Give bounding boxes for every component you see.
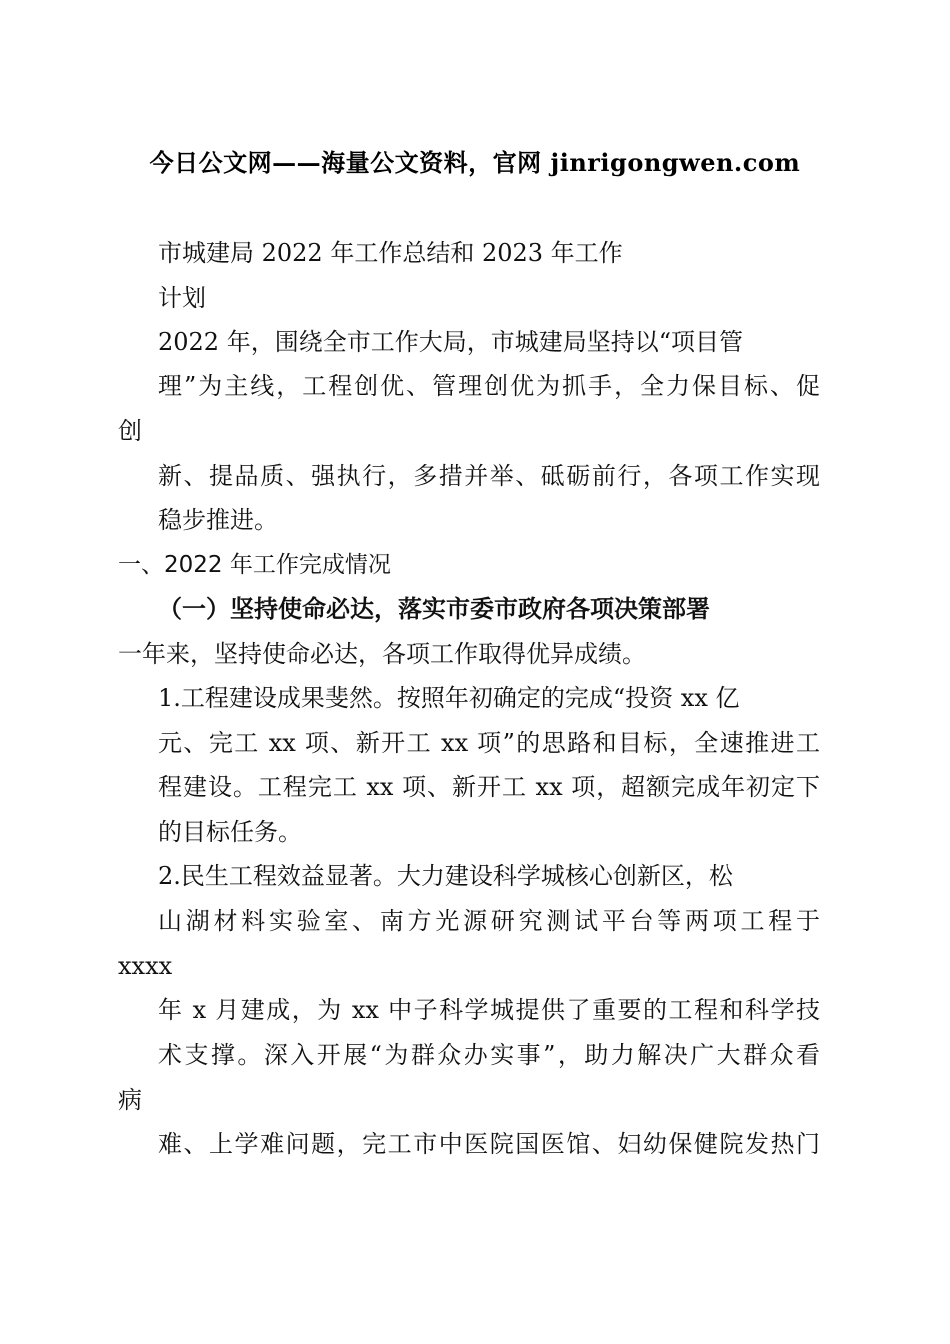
intro-line-4: 新、提品质、强执行，多措并举、砥砺前行，各项工作实现 bbox=[158, 462, 820, 490]
item2-line-5: 术支撑。深入开展“为群众办实事”，助力解决广大群众看 bbox=[158, 1041, 820, 1069]
site-header: 今日公文网——海量公文资料，官网 jinrigongwen.com bbox=[149, 148, 801, 177]
item1-line-2: 元、完工 xx 项、新开工 xx 项”的思路和目标，全速推进工 bbox=[158, 729, 820, 757]
item2-line-7: 难、上学难问题，完工市中医院国医馆、妇幼保健院发热门 bbox=[158, 1130, 820, 1158]
intro-line-5: 稳步推进。 bbox=[158, 506, 278, 534]
item2-line-4: 年 x 月建成，为 xx 中子科学城提供了重要的工程和科学技 bbox=[158, 996, 820, 1024]
document-title-line-1: 市城建局 2022 年工作总结和 2023 年工作 bbox=[158, 239, 623, 267]
item1-line-4: 的目标任务。 bbox=[158, 818, 302, 846]
item1-line-3: 程建设。工程完工 xx 项、新开工 xx 项，超额完成年初定下 bbox=[158, 773, 820, 801]
subsection-lead: 一年来，坚持使命必达，各项工作取得优异成绩。 bbox=[118, 640, 646, 668]
item2-line-1: 2.民生工程效益显著。大力建设科学城核心创新区，松 bbox=[158, 862, 733, 890]
item2-line-2: 山湖材料实验室、南方光源研究测试平台等两项工程于 bbox=[158, 907, 820, 935]
intro-line-2: 理”为主线，工程创优、管理创优为抓手，全力保目标、促 bbox=[158, 372, 820, 400]
item2-line-6: 病 bbox=[118, 1086, 142, 1114]
item1-line-1: 1.工程建设成果斐然。按照年初确定的完成“投资 xx 亿 bbox=[158, 684, 740, 712]
subsection-heading-1: （一）坚持使命必达，落实市委市政府各项决策部署 bbox=[158, 594, 710, 623]
document-title-line-2: 计划 bbox=[158, 284, 206, 312]
intro-line-1: 2022 年，围绕全市工作大局，市城建局坚持以“项目管 bbox=[158, 328, 743, 356]
intro-line-3: 创 bbox=[118, 417, 142, 445]
section-heading-1: 一、2022 年工作完成情况 bbox=[118, 552, 391, 578]
item2-line-3: xxxx bbox=[118, 952, 173, 980]
